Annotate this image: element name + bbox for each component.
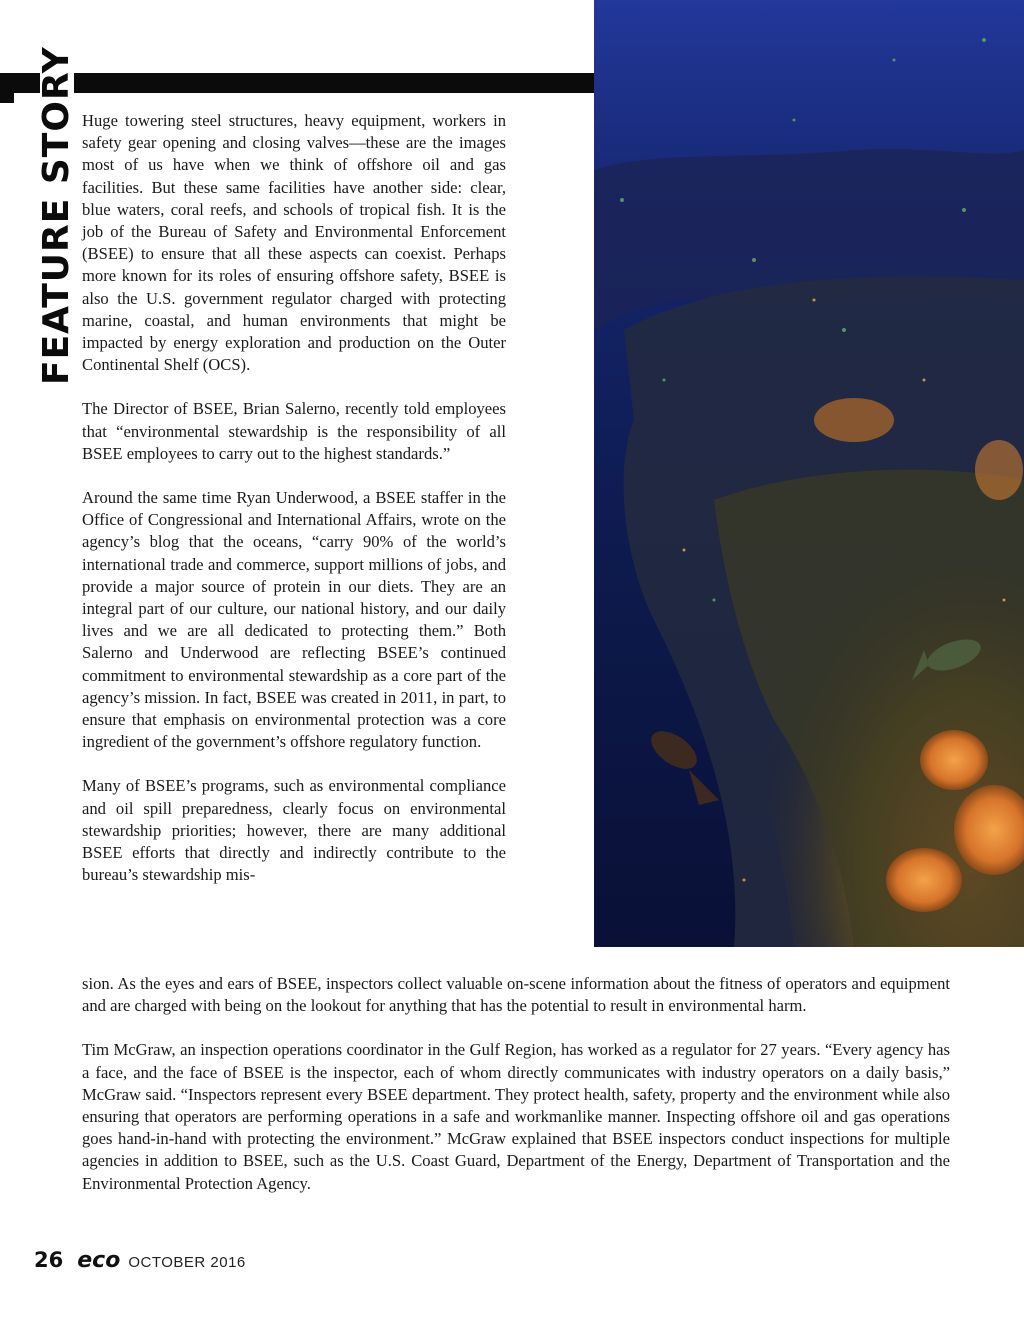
issue-date: OCTOBER 2016 [128, 1254, 246, 1271]
article-column-wide [82, 973, 950, 1217]
paragraph-inspectors: sion. As the eyes and ears of BSEE, inspectors collect valuable on-scene information about the fitness of operators and equipment and are charged with being on the lookout for anything that has the potential to result in environmental harm. [82, 974, 950, 1016]
paragraph-director-quote: The Director of BSEE, Brian Salerno, recently told employees that “environmental stewardship is the responsibility of all BSEE employees to carry out to the highest standards.” [82, 399, 506, 463]
article-column-narrow [82, 110, 506, 887]
paragraph-mcgraw: Tim McGraw, an inspection operations coordinator in the Gulf Region, has worked as a regulator for 27 years. “Every agency has a face, and the face of BSEE is the inspector, each of whom directly communicates with industry operators on a daily basis,” McGraw said. “Inspectors represent every BSEE department. They protect health, safety, property and the environment while also ensuring that operators are performing operations in a safe and workmanlike manner. Inspecting offshore oil and gas operations goes hand-in-hand with protecting the environment.” McGraw explained that BSEE inspectors conduct inspections for multiple agencies in addition to BSEE, such as the U.S. Coast Guard, Department of the Energy, Department of Transportation and the Environmental Protection Agency. [82, 1040, 950, 1193]
page-footer [34, 1248, 246, 1274]
section-label: FEATURE STORY [36, 46, 77, 385]
paragraph-underwood: Around the same time Ryan Underwood, a BSEE staffer in the Office of Congressional and International Affairs, wrote on the agency’s blog that the oceans, “carry 90% of the world’s international trade and commerce, support millions of jobs, and provide a major source of protein in our diets. They are an integral part of our culture, our national history, and our daily lives and we are all dedicated to protecting them.” Both Salerno and Underwood are reflecting BSEE’s continued commitment to environmental stewardship as a core part of the agency’s mission. In fact, BSEE was created in 2011, in part, to ensure that emphasis on environmental protection was a core ingredient of the government’s offshore regulatory function. [82, 488, 506, 752]
header-tab [0, 73, 14, 103]
magazine-logo: eco [77, 1248, 121, 1273]
page-number: 26 [34, 1248, 64, 1272]
reef-photo [594, 0, 1024, 947]
paragraph-intro: Huge towering steel structures, heavy equipment, workers in safety gear opening and closing valves—these are the images most of us have when we think of offshore oil and gas facilities. But these same facilities have another side: clear, blue waters, coral reefs, and schools of tropical fish. It is the job of the Bureau of Safety and Environmental Enforcement (BSEE) to ensure that all these aspects can coexist. Perhaps more known for its roles of ensuring offshore safety, BSEE is also the U.S. government regulator charged with protecting marine, coastal, and human environments that might be impacted by energy exploration and production on the Outer Continental Shelf (OCS). [82, 111, 506, 375]
paragraph-programs: Many of BSEE’s programs, such as environmental compliance and oil spill preparedness, clearly focus on environmental stewardship priorities; however, there are many additional BSEE efforts that directly and indirectly contribute to the bureau’s stewardship mis- [82, 776, 506, 885]
